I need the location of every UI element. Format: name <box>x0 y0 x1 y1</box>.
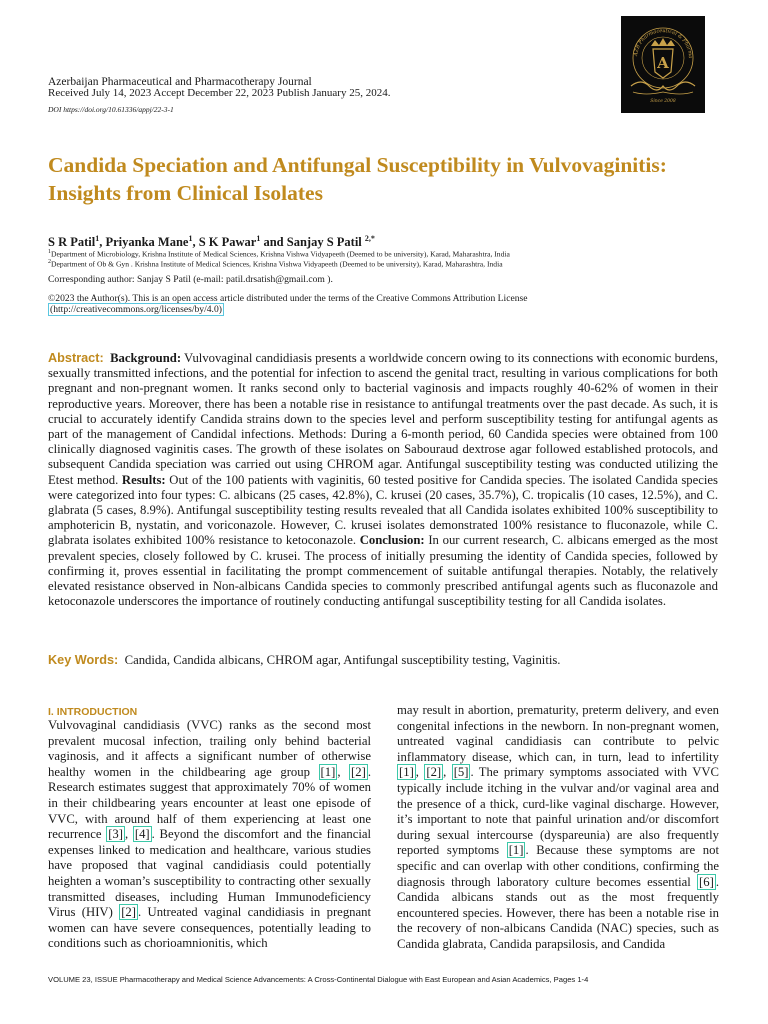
author-name: Sanjay S Patil <box>286 235 362 250</box>
citation-link[interactable]: [3] <box>108 827 123 842</box>
body-text: . Because these symptoms are not specific and can overlap with other conditions, confirming the diagnosis through laboratory culture becomes essential <box>397 843 719 889</box>
affiliation-sup: 1 <box>48 249 51 255</box>
license-link[interactable]: (http://creativecommons.org/licenses/by/4.0) <box>50 304 222 315</box>
body-text: . Beyond the discomfort and the financial expenses linked to medication and healthcare, various studies have proposed that vaginal candidiasis could potentially heighten a woman’s susceptibility to contracting other sexually transmitted diseases, including Human Immunodeficiency Virus (HIV) <box>48 827 372 920</box>
author-separator: and <box>260 235 287 250</box>
body-text: Vulvovaginal candidiasis (VVC) ranks as the second most prevalent mucosal infection, trailing only behind bacterial vaginosis, and it affects a significant number of otherwise healthy women in the childbearing age group <box>48 718 371 779</box>
corresponding-author: Corresponding author: Sanjay S Patil (e-mail: patil.drsatish@gmail.com ). <box>48 274 333 285</box>
abstract <box>48 351 718 609</box>
citation-link[interactable]: [1] <box>320 764 336 779</box>
body-text: . Untreated vaginal candidiasis in pregnant women can have severe consequences, potentially leading to conditions such as chorioamnionitis, which <box>48 905 372 951</box>
results-label: Results: <box>121 472 166 487</box>
author-separator: , <box>99 235 106 250</box>
page-footer: VOLUME 23, ISSUE Pharmacotherapy and Medical Science Advancements: A Cross-Continental Dialogue with East European and Asian Academics, Pages 1-4 <box>48 975 589 984</box>
citation-link[interactable]: [1] <box>508 843 524 858</box>
citation-link[interactable]: [5] <box>453 765 469 780</box>
author-sup: 1 <box>188 234 193 243</box>
logo-since: Since 2008 <box>650 99 676 104</box>
body-text: , <box>415 765 425 780</box>
keywords <box>48 653 718 668</box>
citation-link[interactable]: [2] <box>426 765 442 780</box>
license-text: ©2023 the Author(s). This is an open access article distributed under the terms of the Creative Commons Attribution License <box>48 293 528 304</box>
affiliation-2 <box>48 258 503 269</box>
abstract-background: Vulvovaginal candidiasis presents a worldwide concern owing to its connections with economic burdens, sexually transmitted infections, and the potential for infection to ascend the genital tract, resulting in various complications for both pregnant and non-pregnant women. It ranks second only to bacterial vaginosis and impacts roughly 40-62% of women in their reproductive years. Moreover, there has been a notable rise in resistance to antifungal treatments over the past decade. As such, it is crucial to accurately identify Candida strains down to the species level and perform susceptibility testing for antifungal agents as part of the management of Candidal infections. Methods: During a 6-month period, 60 Candida species were obtained from 100 clinically diagnosed vaginitis cases. The growth of these isolates on Sabouraud dextrose agar followed established protocols, and subsequent Candida speciation was carried out using CHROM agar. Antifungal susceptibility testing was conducted utilizing the Etest method. <box>48 351 719 487</box>
author-separator: , <box>192 235 199 250</box>
abstract-results: Out of the 100 patients with vaginitis, 60 tested positive for Candida species. The isolated Candida species were categorized into four types: C. albicans (25 cases, 42.8%), C. krusei (20 cases, 35.7%), C. tropicalis (10 cases, 12.5%), and C. glabrata (5 cases, 8.9%). Antifungal susceptibility testing results revealed that all Candida isolates exhibited 100% susceptibility to amphotericin B, nystatin, and voriconazole. However, C. krusei isolates demonstrated 100% resistance to fluconazole, while C. glabrata isolates exhibited 100% resistance to ketoconazole. <box>48 472 718 548</box>
author-sup: 1 <box>95 234 100 243</box>
affiliation-sup: 2 <box>48 259 51 265</box>
body-text: , <box>443 765 452 780</box>
intro-column-left <box>48 718 371 952</box>
logo-letter: A <box>657 54 669 72</box>
logo-ring-text: AZB Pharmaceutical & Pharma <box>633 27 694 59</box>
abstract-label: Abstract: <box>48 351 104 365</box>
journal-logo <box>621 16 705 113</box>
author-sup: 1 <box>256 234 261 243</box>
article-title: Candida Speciation and Antifungal Susceptibility in Vulvovaginitis: Insights from Clinical Isolates <box>48 153 667 205</box>
citation-link[interactable]: [2] <box>121 905 136 920</box>
body-text: , <box>337 764 350 779</box>
author-name: Priyanka Mane <box>105 235 189 250</box>
affiliation-text: Department of Microbiology, Krishna Institute of Medical Sciences, Krishna Vishwa Vidyapeeth (Deemed to be university), Karad, Maharashtra, India <box>51 249 510 259</box>
keywords-text: Candida, Candida albicans, CHROM agar, Antifungal susceptibility testing, Vaginitis. <box>124 653 561 667</box>
author-name: S K Pawar <box>198 235 257 250</box>
body-text: , <box>125 827 133 842</box>
conclusion-label: Conclusion: <box>359 533 425 548</box>
body-text: may result in abortion, prematurity, preterm delivery, and even congenital infections in the newborn. In non-pregnant women, untreated vaginal candidiasis can contribute to pelvic inflammatory disease, which can, in turn, lead to infertility <box>397 703 719 764</box>
abstract-conclusion: In our current research, C. albicans emerged as the most prevalent species, closely followed by C. krusei. The process of initially presuming the identity of Candida species, followed by confirming it, proves essential in facilitating the prompt commencement of suitable antifungal therapies. Notably, the relatively elevated resistance observed in Non-albicans Candida species to commonly prescribed antifungal agents such as fluconazole and ketoconazole underscores the importance of routinely conducting antifungal susceptibility testing for all Candida isolates. <box>48 533 718 609</box>
journal-name: Azerbaijan Pharmaceutical and Pharmacotherapy Journal <box>48 76 312 88</box>
citation-link[interactable]: [4] <box>134 827 150 842</box>
background-label: Background: <box>110 351 182 365</box>
author-name: S R Patil <box>48 235 96 250</box>
author-sup: 2,* <box>364 234 375 243</box>
author-list <box>48 232 375 249</box>
doi-line[interactable]: DOI https://doi.org/10.61336/appj/22-3-1 <box>48 105 174 114</box>
citation-link[interactable]: [6] <box>699 874 714 889</box>
svg-text:AZB Pharmaceutical & Pharmacot <box>621 16 693 59</box>
affiliation-1 <box>48 248 510 259</box>
logo-emblem-icon <box>621 16 705 113</box>
body-text: . Research estimates suggest that approximately 70% of women in their childbearing years encounter at least one episode of VVC, with around half of them experiencing at least one recurrence <box>48 764 371 842</box>
affiliation-text: Department of Ob & Gyn . Krishna Institute of Medical Sciences, Krishna Vishwa Vidyapeeth (Deemed to be university), Karad, Maharashtra, India <box>51 259 503 269</box>
body-text: . The primary symptoms associated with VVC typically include itching in the vulvar and/or vaginal area and the presence of a thick, curd-like vaginal discharge. However, it’s important to note that painful urination and/or discomfort during sexual intercourse (dyspareunia) are also frequently reported symptoms <box>397 765 719 858</box>
keywords-label: Key Words: <box>48 653 119 667</box>
intro-column-right <box>397 703 719 953</box>
license-statement <box>48 293 608 315</box>
body-text: . Candida albicans stands out as the most frequently encountered species. However, there has been a notable rise in the recovery of non-albicans Candida (NAC) species, such as Candida glabrata, Candida parapsilosis, and Candida <box>397 874 719 951</box>
publication-dates: Received July 14, 2023 Accept December 22, 2023 Publish January 25, 2024. <box>48 87 391 99</box>
section-heading: I. INTRODUCTION <box>48 706 138 718</box>
citation-link[interactable]: [1] <box>399 765 414 780</box>
citation-link[interactable]: [2] <box>351 764 366 779</box>
